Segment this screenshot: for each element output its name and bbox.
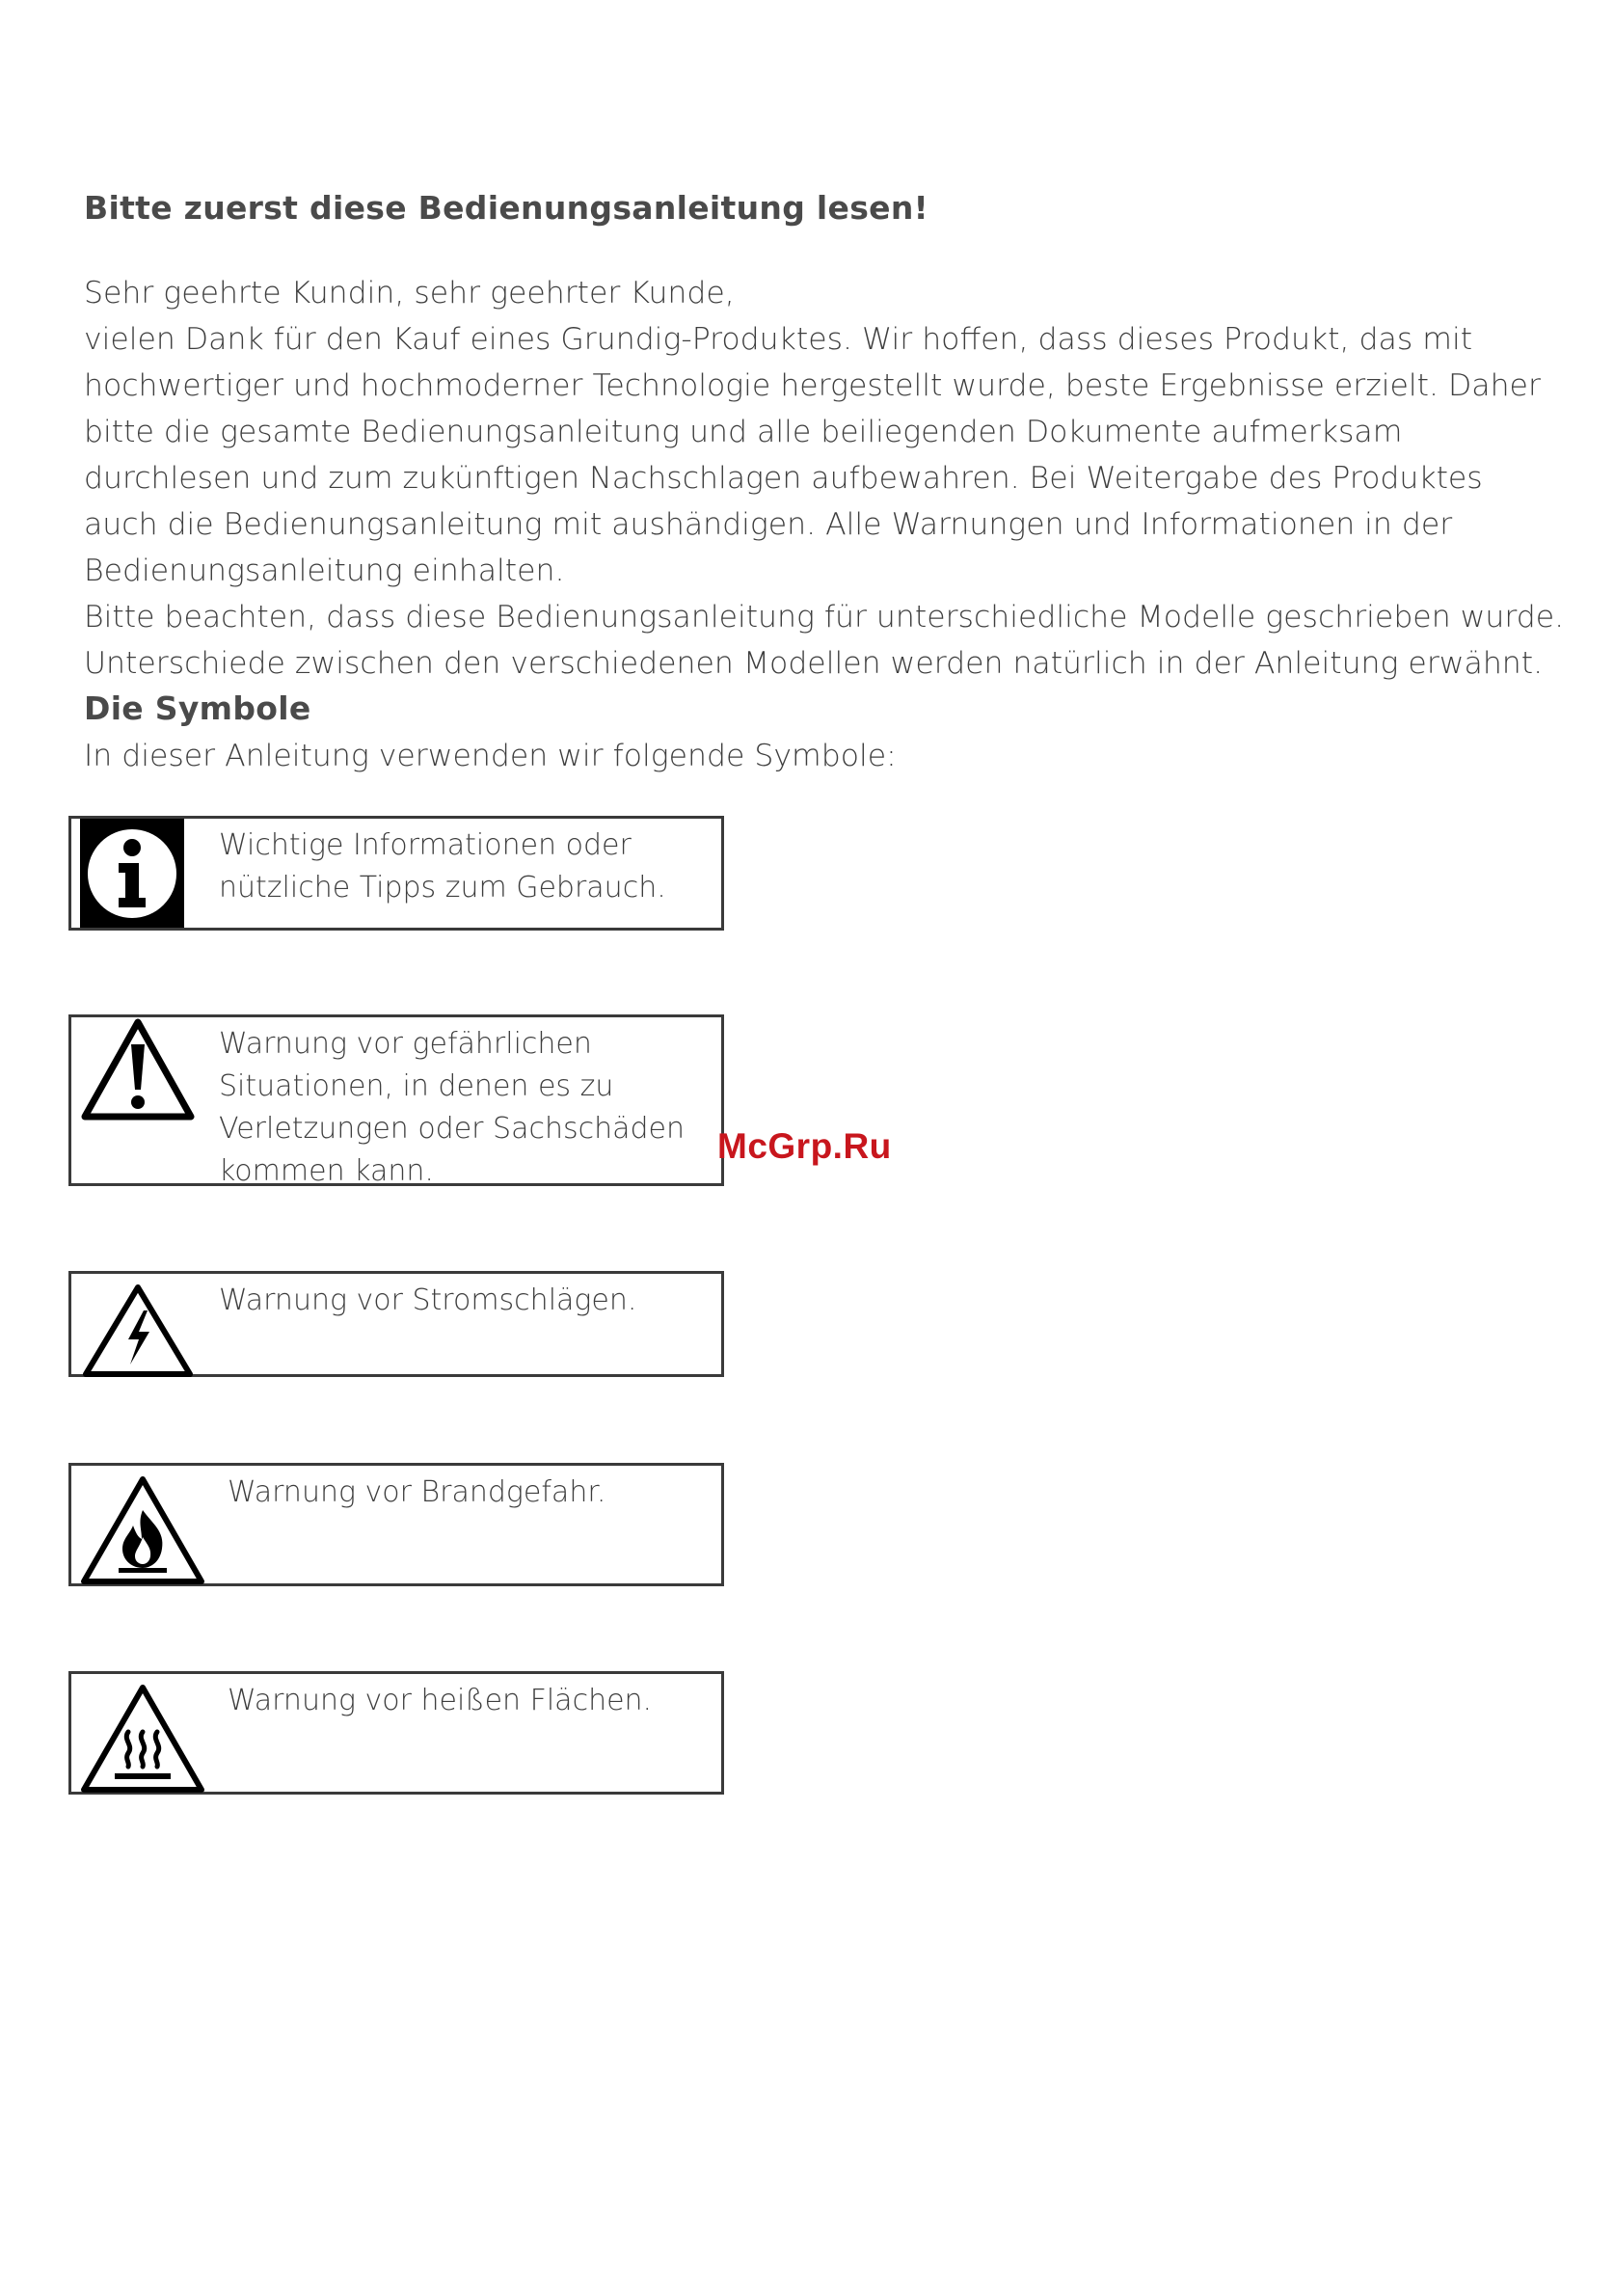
symbol-box-danger <box>68 1014 724 1186</box>
symbol-box-info <box>68 816 724 931</box>
intro-line: durchlesen und zum zukünftigen Nachschlagen aufbewahren. Bei Weitergabe des Produktes <box>84 461 1483 496</box>
symbol-text-line: Warnung vor gefährlichen <box>219 1027 592 1061</box>
symbol-text-line: kommen kann. <box>219 1154 434 1188</box>
intro-paragraph <box>84 270 1588 687</box>
page-title: Bitte zuerst diese Bedienungsanleitung lesen! <box>84 189 928 227</box>
symbol-text-line: Warnung vor heißen Flächen. <box>228 1684 653 1717</box>
intro-line: hochwertiger und hochmoderner Technologie hergestellt wurde, beste Ergebnisse erzielt. Daher <box>84 368 1541 403</box>
intro-line: Bitte beachten, dass diese Bedienungsanleitung für unterschiedliche Modelle geschrieben wurde. <box>84 600 1565 635</box>
symbol-box-hot-surface <box>68 1671 724 1795</box>
info-icon <box>80 819 184 928</box>
symbol-text-line: Wichtige Informationen oder <box>219 828 632 862</box>
intro-line: auch die Bedienungsanleitung mit aushändigen. Alle Warnungen und Informationen in der <box>84 507 1453 542</box>
symbols-heading: Die Symbole <box>84 689 311 727</box>
intro-line: vielen Dank für den Kauf eines Grundig-Produktes. Wir hoffen, dass dieses Produkt, das mit <box>84 322 1473 357</box>
symbols-intro-text: In dieser Anleitung verwenden wir folgende Symbole: <box>84 739 897 773</box>
intro-line: bitte die gesamte Bedienungsanleitung und alle beiliegenden Dokumente aufmerksam <box>84 415 1403 449</box>
symbol-text-line: Situationen, in denen es zu <box>219 1069 614 1103</box>
symbols-intro <box>84 733 1588 779</box>
symbol-text-line: Warnung vor Brandgefahr. <box>228 1475 606 1509</box>
hot-surface-icon <box>80 1684 205 1794</box>
symbol-box-shock <box>68 1271 724 1377</box>
symbol-text-line: Warnung vor Stromschlägen. <box>219 1283 637 1317</box>
symbol-text-line: Verletzungen oder Sachschäden <box>219 1112 686 1146</box>
watermark: McGrp.Ru <box>717 1126 892 1166</box>
fire-hazard-icon <box>80 1475 205 1585</box>
symbol-box-fire <box>68 1463 724 1586</box>
intro-line: Bedienungsanleitung einhalten. <box>84 554 565 588</box>
electric-shock-icon <box>80 1283 196 1378</box>
intro-line: Unterschiede zwischen den verschiedenen Modellen werden natürlich in der Anleitung erwähnt. <box>84 646 1544 681</box>
warning-icon <box>80 1017 196 1123</box>
symbol-description <box>219 1280 636 1322</box>
symbol-description <box>219 824 666 909</box>
symbol-description <box>219 1023 685 1193</box>
symbol-description <box>228 1680 652 1722</box>
intro-line: Sehr geehrte Kundin, sehr geehrter Kunde, <box>84 276 735 311</box>
symbol-text-line: nützliche Tipps zum Gebrauch. <box>219 871 666 905</box>
symbol-description <box>228 1472 605 1514</box>
